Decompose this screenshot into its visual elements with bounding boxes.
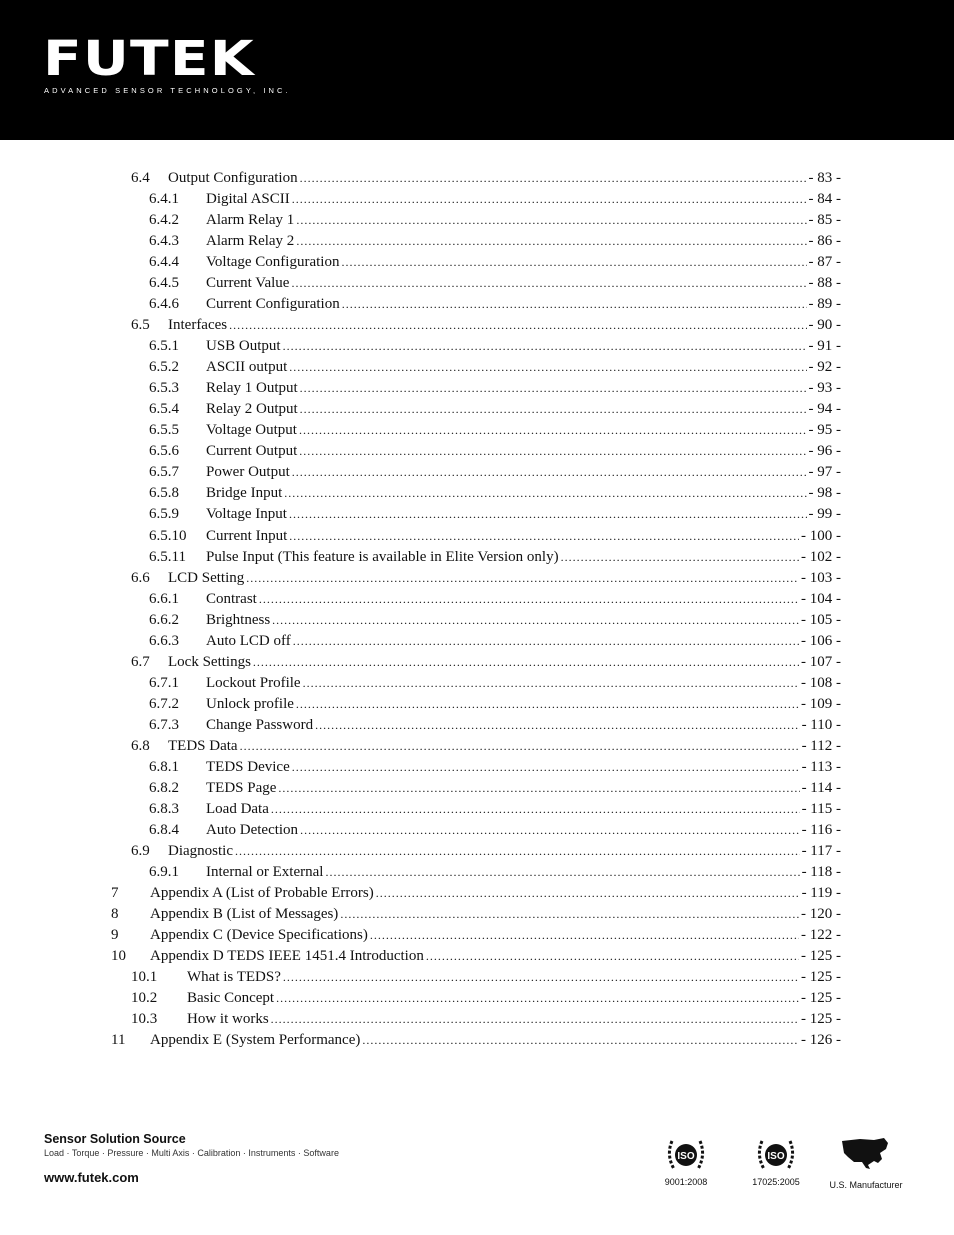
toc-dot-leader <box>300 820 800 841</box>
toc-dot-leader <box>283 967 799 988</box>
toc-entry-title: Current Output <box>206 443 298 460</box>
toc-entry-page: - 96 - <box>808 443 841 460</box>
toc-entry-line <box>206 673 841 694</box>
toc-entry-page: - 93 - <box>808 380 841 397</box>
toc-entry-line <box>206 504 841 525</box>
toc-entry-number: 6.8 <box>131 737 150 754</box>
toc-entry-number: 6.6 <box>131 569 150 586</box>
toc-entry[interactable] <box>0 547 954 568</box>
toc-dot-leader <box>296 694 799 715</box>
toc-entry[interactable] <box>0 168 954 189</box>
toc-entry-line <box>168 841 841 862</box>
iso-17025-badge <box>746 1135 806 1187</box>
toc-entry-page: - 94 - <box>808 401 841 418</box>
toc-entry[interactable] <box>0 589 954 610</box>
usa-map-icon <box>840 1135 892 1171</box>
toc-entry-line <box>168 652 841 673</box>
us-manufacturer-badge <box>826 1135 906 1190</box>
toc-entry[interactable] <box>0 925 954 946</box>
toc-entry-page: - 106 - <box>801 632 841 649</box>
toc-dot-leader <box>325 862 799 883</box>
toc-entry[interactable] <box>0 462 954 483</box>
toc-entry-number: 6.5.6 <box>149 443 179 460</box>
toc-entry-line <box>206 357 841 378</box>
toc-entry-page: - 116 - <box>801 821 841 838</box>
toc-entry-line <box>150 904 841 925</box>
toc-entry-title: Alarm Relay 2 <box>206 233 295 250</box>
toc-entry-number: 6.6.3 <box>149 632 179 649</box>
toc-entry-line <box>206 547 841 568</box>
toc-entry-title: Output Configuration <box>168 170 298 186</box>
toc-entry[interactable] <box>0 441 954 462</box>
toc-entry-line <box>206 420 841 441</box>
toc-entry[interactable] <box>0 504 954 525</box>
toc-entry-number: 6.5 <box>131 317 150 334</box>
toc-entry-page: - 125 - <box>801 969 841 986</box>
svg-text:ISO: ISO <box>767 1151 785 1162</box>
toc-entry-title: Lockout Profile <box>206 674 301 691</box>
toc-entry[interactable] <box>0 757 954 778</box>
toc-entry-page: - 126 - <box>801 1032 841 1049</box>
toc-entry-line <box>206 189 841 210</box>
toc-entry-page: - 125 - <box>801 1011 841 1028</box>
toc-dot-leader <box>272 610 799 631</box>
toc-entry-title: Interfaces <box>168 317 228 334</box>
toc-entry-title: Voltage Output <box>206 422 297 439</box>
toc-dot-leader <box>289 504 807 525</box>
toc-entry[interactable] <box>0 904 954 925</box>
toc-dot-leader <box>284 483 806 504</box>
footer-url[interactable]: www.futek.com <box>44 1170 139 1185</box>
toc-dot-leader <box>303 673 799 694</box>
toc-dot-leader <box>289 357 806 378</box>
toc-entry-title: Auto LCD off <box>206 632 291 649</box>
toc-dot-leader <box>300 378 807 399</box>
toc-entry-page: - 100 - <box>801 527 841 544</box>
toc-entry-line <box>150 883 841 904</box>
iso-17025-caption: 17025:2005 <box>752 1177 800 1187</box>
toc-entry-title: TEDS Page <box>206 779 277 796</box>
toc-entry-line <box>206 862 841 883</box>
toc-dot-leader <box>300 168 807 189</box>
toc-entry-number: 6.5.9 <box>149 506 179 523</box>
toc-entry-title: ASCII output <box>206 359 288 376</box>
toc-entry-page: - 104 - <box>801 590 841 607</box>
toc-entry[interactable] <box>0 1009 954 1030</box>
toc-entry-page: - 97 - <box>808 464 841 481</box>
toc-entry-number: 6.7.1 <box>149 674 179 691</box>
toc-entry-page: - 113 - <box>801 758 841 775</box>
toc-entry-line <box>206 210 841 231</box>
toc-dot-leader <box>253 652 799 673</box>
toc-entry-title: Appendix C (Device Specifications) <box>150 927 368 944</box>
iso-9001-caption: 9001:2008 <box>664 1177 708 1187</box>
iso-9001-badge <box>656 1135 716 1187</box>
toc-entry-title: Digital ASCII <box>206 191 290 208</box>
toc-entry-title: Alarm Relay 1 <box>206 212 295 229</box>
toc-entry[interactable] <box>0 841 954 862</box>
toc-entry[interactable] <box>0 315 954 336</box>
toc-entry-page: - 85 - <box>808 212 841 229</box>
toc-entry-title: What is TEDS? <box>187 969 281 986</box>
toc-entry-number: 6.8.4 <box>149 821 179 838</box>
toc-entry-number: 6.4.2 <box>149 212 179 229</box>
toc-entry-line <box>187 988 841 1009</box>
toc-dot-leader <box>426 946 799 967</box>
toc-entry-page: - 99 - <box>808 506 841 523</box>
toc-entry-title: Load Data <box>206 800 269 817</box>
toc-entry-line <box>206 778 841 799</box>
toc-entry-number: 7 <box>111 885 119 902</box>
toc-entry-page: - 90 - <box>808 317 841 334</box>
toc-entry-number: 6.5.5 <box>149 422 179 439</box>
toc-entry-title: Current Value <box>206 275 290 292</box>
toc-entry[interactable] <box>0 378 954 399</box>
toc-entry-page: - 86 - <box>808 233 841 250</box>
toc-dot-leader <box>246 568 799 589</box>
toc-entry[interactable] <box>0 189 954 210</box>
toc-entry[interactable] <box>0 526 954 547</box>
toc-entry-title: Bridge Input <box>206 485 283 502</box>
toc-entry-line <box>206 757 841 778</box>
toc-entry-line <box>206 694 841 715</box>
toc-dot-leader <box>296 231 806 252</box>
toc-entry-title: Voltage Input <box>206 506 287 523</box>
toc-dot-leader <box>561 547 799 568</box>
toc-entry[interactable] <box>0 610 954 631</box>
toc-entry-line <box>206 820 841 841</box>
toc-dot-leader <box>300 399 807 420</box>
toc-entry[interactable] <box>0 967 954 988</box>
toc-entry-page: - 92 - <box>808 359 841 376</box>
toc-entry-number: 6.4.6 <box>149 296 179 313</box>
toc-entry-page: - 105 - <box>801 611 841 628</box>
toc-entry-line <box>206 631 841 652</box>
toc-entry-title: Appendix B (List of Messages) <box>150 906 339 923</box>
logo-tagline: ADVANCED SENSOR TECHNOLOGY, INC. <box>44 86 291 95</box>
toc-entry-number: 6.8.3 <box>149 800 179 817</box>
toc-entry[interactable] <box>0 673 954 694</box>
toc-entry-number: 6.5.8 <box>149 485 179 502</box>
toc-entry[interactable] <box>0 1030 954 1051</box>
toc-entry-title: Appendix D TEDS IEEE 1451.4 Introduction <box>150 948 424 965</box>
toc-entry-page: - 117 - <box>801 842 841 859</box>
toc-entry-number: 6.9 <box>131 842 150 859</box>
toc-entry-title: Voltage Configuration <box>206 254 340 271</box>
us-manufacturer-caption: U.S. Manufacturer <box>829 1180 903 1190</box>
toc-entry-page: - 98 - <box>808 485 841 502</box>
toc-dot-leader <box>362 1030 799 1051</box>
toc-entry[interactable] <box>0 883 954 904</box>
toc-entry[interactable] <box>0 820 954 841</box>
toc-entry-title: Basic Concept <box>187 990 275 1007</box>
toc-entry[interactable] <box>0 946 954 967</box>
toc-entry-page: - 118 - <box>801 863 841 880</box>
toc-entry-page: - 119 - <box>801 885 841 902</box>
toc-entry[interactable] <box>0 420 954 441</box>
toc-entry-line <box>168 568 841 589</box>
toc-entry-page: - 107 - <box>801 653 841 670</box>
toc-entry-line <box>206 273 841 294</box>
toc-dot-leader <box>271 1009 799 1030</box>
toc-entry[interactable] <box>0 799 954 820</box>
toc-dot-leader <box>276 988 799 1009</box>
laurel-iso-icon <box>664 1135 708 1175</box>
toc-entry-page: - 122 - <box>801 927 841 944</box>
toc-entry-title: Current Configuration <box>206 296 340 313</box>
toc-entry-number: 10.3 <box>131 1011 158 1028</box>
footer-subtitle: Load · Torque · Pressure · Multi Axis · Calibration · Instruments · Software <box>44 1148 339 1158</box>
toc-dot-leader <box>292 462 807 483</box>
toc-entry-title: How it works <box>187 1011 269 1028</box>
toc-entry-line <box>187 1009 841 1030</box>
toc-entry-line <box>150 925 841 946</box>
toc-entry[interactable] <box>0 694 954 715</box>
toc-entry-page: - 83 - <box>808 170 841 186</box>
toc-entry-title: Pulse Input (This feature is available in Elite Version only) <box>206 548 559 565</box>
toc-entry-number: 6.6.2 <box>149 611 179 628</box>
toc-entry-line <box>206 799 841 820</box>
toc-entry-title: Appendix A (List of Probable Errors) <box>150 885 374 902</box>
toc-entry[interactable] <box>0 652 954 673</box>
toc-entry-number: 10.2 <box>131 990 158 1007</box>
toc-entry-page: - 125 - <box>801 948 841 965</box>
toc-entry-line <box>206 294 841 315</box>
footer-title: Sensor Solution Source <box>44 1132 186 1146</box>
toc-entry-number: 6.6.1 <box>149 590 179 607</box>
toc-entry-title: LCD Setting <box>168 569 245 586</box>
toc-entry-number: 6.8.1 <box>149 758 179 775</box>
page-header <box>0 0 954 140</box>
toc-entry-line <box>206 526 841 547</box>
toc-dot-leader <box>278 778 799 799</box>
toc-entry[interactable] <box>0 231 954 252</box>
toc-entry-page: - 89 - <box>808 296 841 313</box>
toc-dot-leader <box>291 273 806 294</box>
toc-entry-page: - 88 - <box>808 275 841 292</box>
toc-dot-leader <box>292 757 800 778</box>
toc-entry-number: 6.5.1 <box>149 338 179 355</box>
toc-entry[interactable] <box>0 399 954 420</box>
toc-entry-number: 10.1 <box>131 969 158 986</box>
toc-entry-line <box>206 378 841 399</box>
toc-entry-title: Power Output <box>206 464 290 481</box>
toc-entry-page: - 115 - <box>801 800 841 817</box>
toc-entry-line <box>206 252 841 273</box>
toc-entry-number: 6.8.2 <box>149 779 179 796</box>
toc-entry-number: 6.4 <box>131 170 150 186</box>
toc-entry-title: Internal or External <box>206 863 324 880</box>
toc-entry-number: 6.5.3 <box>149 380 179 397</box>
toc-entry-line <box>206 610 841 631</box>
toc-dot-leader <box>340 904 799 925</box>
toc-dot-leader <box>292 189 807 210</box>
toc-entry-title: Auto Detection <box>206 821 299 838</box>
toc-dot-leader <box>293 631 799 652</box>
toc-entry-number: 8 <box>111 906 119 923</box>
toc-entry-number: 6.7.3 <box>149 716 179 733</box>
toc-entry-title: Change Password <box>206 716 314 733</box>
toc-entry-number: 6.9.1 <box>149 863 179 880</box>
toc-dot-leader <box>289 526 799 547</box>
toc-entry-number: 6.7.2 <box>149 695 179 712</box>
toc-entry[interactable] <box>0 736 954 757</box>
toc-entry[interactable] <box>0 862 954 883</box>
toc-entry[interactable] <box>0 273 954 294</box>
toc-entry-page: - 112 - <box>801 737 841 754</box>
toc-entry[interactable] <box>0 210 954 231</box>
toc-entry-page: - 95 - <box>808 422 841 439</box>
toc-entry-line <box>206 231 841 252</box>
toc-entry[interactable] <box>0 336 954 357</box>
toc-entry-line <box>206 336 841 357</box>
toc-entry-number: 6.7 <box>131 653 150 670</box>
toc-dot-leader <box>229 315 806 336</box>
toc-dot-leader <box>235 841 800 862</box>
toc-entry[interactable] <box>0 715 954 736</box>
toc-entry-title: USB Output <box>206 338 281 355</box>
toc-entry-number: 10 <box>111 948 126 965</box>
toc-dot-leader <box>283 336 807 357</box>
toc-entry-number: 6.4.3 <box>149 233 179 250</box>
futek-logo: FUTEK <box>43 31 255 87</box>
toc-entry[interactable] <box>0 988 954 1009</box>
toc-entry-number: 6.4.5 <box>149 275 179 292</box>
toc-entry-line <box>206 483 841 504</box>
toc-entry-line <box>206 589 841 610</box>
toc-dot-leader <box>315 715 799 736</box>
toc-entry-title: TEDS Data <box>168 737 238 754</box>
toc-entry-title: Contrast <box>206 590 257 607</box>
toc-entry-line <box>150 946 841 967</box>
toc-entry[interactable] <box>0 778 954 799</box>
toc-entry-number: 6.5.7 <box>149 464 179 481</box>
toc-entry-line <box>206 462 841 483</box>
laurel-iso-icon <box>754 1135 798 1175</box>
toc-entry-line <box>150 1030 841 1051</box>
toc-dot-leader <box>370 925 799 946</box>
toc-entry-page: - 114 - <box>801 779 841 796</box>
toc-entry-title: Unlock profile <box>206 695 294 712</box>
toc-entry-page: - 110 - <box>801 716 841 733</box>
toc-entry-number: 6.5.11 <box>149 548 186 565</box>
toc-entry-number: 9 <box>111 927 119 944</box>
toc-entry-number: 6.5.2 <box>149 359 179 376</box>
toc-entry-page: - 91 - <box>808 338 841 355</box>
toc-entry-page: - 102 - <box>801 548 841 565</box>
toc-dot-leader <box>299 420 807 441</box>
toc-entry-title: Appendix E (System Performance) <box>150 1032 361 1049</box>
toc-entry-title: Current Input <box>206 527 288 544</box>
footer-branding <box>44 1132 339 1159</box>
toc-entry-line <box>168 168 841 189</box>
toc-entry-page: - 87 - <box>808 254 841 271</box>
toc-entry-line <box>206 715 841 736</box>
toc-dot-leader <box>240 736 800 757</box>
svg-text:ISO: ISO <box>677 1151 695 1162</box>
toc-entry-line <box>187 967 841 988</box>
toc-entry-line <box>206 441 841 462</box>
toc-entry-page: - 125 - <box>801 990 841 1007</box>
toc-entry-title: Lock Settings <box>168 653 251 670</box>
toc-entry-title: Relay 2 Output <box>206 401 298 418</box>
toc-entry-line <box>206 399 841 420</box>
toc-entry-line <box>168 736 841 757</box>
toc-entry[interactable] <box>0 357 954 378</box>
toc-dot-leader <box>299 441 806 462</box>
toc-entry[interactable] <box>0 631 954 652</box>
toc-entry-page: - 120 - <box>801 906 841 923</box>
toc-entry[interactable] <box>0 483 954 504</box>
toc-entry-number: 6.4.4 <box>149 254 179 271</box>
toc-entry-page: - 108 - <box>801 674 841 691</box>
toc-dot-leader <box>376 883 800 904</box>
toc-entry-line <box>168 315 841 336</box>
toc-dot-leader <box>342 294 807 315</box>
toc-entry-title: Diagnostic <box>168 842 233 859</box>
toc-entry[interactable] <box>0 568 954 589</box>
toc-entry-page: - 103 - <box>801 569 841 586</box>
toc-entry-title: Brightness <box>206 611 271 628</box>
toc-entry-title: Relay 1 Output <box>206 380 298 397</box>
toc-entry-number: 11 <box>111 1032 126 1049</box>
toc-entry-number: 6.5.4 <box>149 401 179 418</box>
toc-dot-leader <box>341 252 806 273</box>
toc-entry-title: TEDS Device <box>206 758 290 775</box>
toc-entry[interactable] <box>0 252 954 273</box>
toc-dot-leader <box>271 799 800 820</box>
toc-entry-number: 6.5.10 <box>149 527 187 544</box>
toc-dot-leader <box>259 589 799 610</box>
toc-entry-page: - 109 - <box>801 695 841 712</box>
toc-entry-number: 6.4.1 <box>149 191 179 208</box>
toc-dot-leader <box>296 210 806 231</box>
toc-entry[interactable] <box>0 294 954 315</box>
toc-entry-page: - 84 - <box>808 191 841 208</box>
